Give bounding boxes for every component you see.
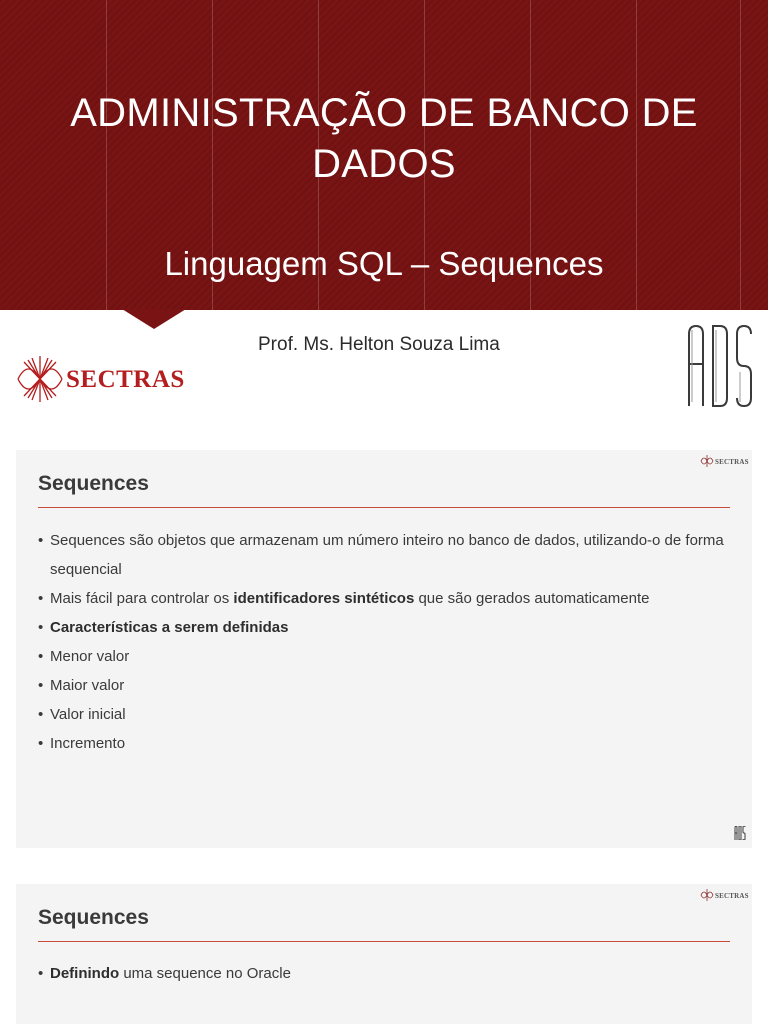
content-slide	[16, 884, 752, 1024]
bullet-item: • Definindo uma sequence no Oracle	[38, 959, 738, 988]
banner-divider	[740, 0, 741, 310]
slide-title: Sequences	[38, 472, 149, 495]
slide-title: Sequences	[38, 906, 149, 929]
bullet-list	[38, 526, 738, 758]
bullet-item: • Incremento	[38, 729, 738, 758]
content-slide	[16, 450, 752, 848]
bullet-item: • Características a serem definidas	[38, 613, 738, 642]
presentation-subtitle: Linguagem SQL – Sequences	[164, 245, 604, 282]
sectras-emblem-icon	[14, 354, 66, 404]
presentation-title: ADMINISTRAÇÃO DE BANCO DE DADOS	[70, 91, 698, 186]
ads-mini-logo-icon	[734, 826, 746, 840]
title-divider	[38, 507, 730, 508]
sectras-mini-emblem-icon	[700, 888, 714, 902]
bullet-item: • Valor inicial	[38, 700, 738, 729]
sectras-logo-text: SECTRAS	[66, 366, 185, 393]
sectras-mini-emblem-icon	[700, 454, 714, 468]
title-divider	[38, 941, 730, 942]
bullet-item: • Maior valor	[38, 671, 738, 700]
bullet-list	[38, 959, 738, 988]
bullet-item: • Menor valor	[38, 642, 738, 671]
bullet-item: • Mais fácil para controlar os identificadores sintéticos que são gerados automaticamente	[38, 584, 738, 613]
bullet-item: • Sequences são objetos que armazenam um número inteiro no banco de dados, utilizando-o de forma sequencial	[38, 526, 738, 584]
ads-logo-icon	[686, 324, 754, 408]
banner-notch	[122, 309, 186, 329]
sectras-mini-text: SECTRAS	[715, 458, 749, 466]
sectras-mini-text: SECTRAS	[715, 892, 749, 900]
title-banner	[0, 0, 768, 310]
professor-name: Prof. Ms. Helton Souza Lima	[258, 334, 500, 355]
